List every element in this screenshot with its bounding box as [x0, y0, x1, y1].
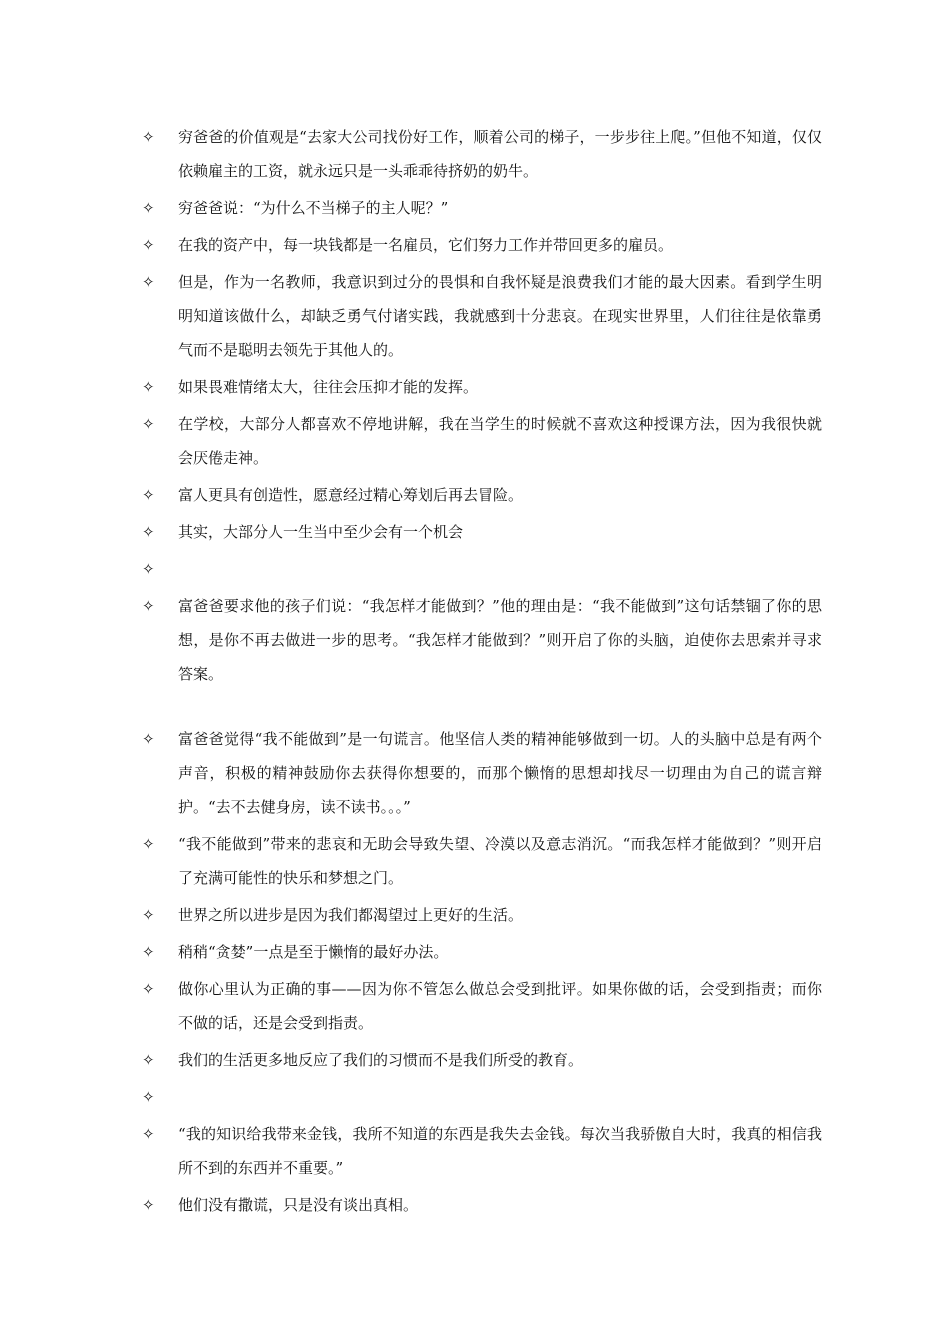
list-item	[142, 515, 822, 549]
list-item	[142, 265, 822, 367]
list-item-text	[178, 552, 822, 586]
list-item-text: 富人更具有创造性，愿意经过精心筹划后再去冒险。	[178, 486, 524, 504]
bullet-icon: ✧	[142, 1196, 155, 1214]
list-item	[142, 370, 822, 404]
list-item-text: 稍稍“贪婪”一点是至于懒惰的最好办法。	[178, 943, 449, 961]
list-item-text: 如果畏难情绪太大，往往会压抑才能的发挥。	[178, 378, 479, 396]
list-item	[142, 407, 822, 475]
list-item-text: 他们没有撒谎，只是没有谈出真相。	[178, 1196, 419, 1214]
bullet-icon: ✧	[142, 560, 155, 578]
list-item-empty	[142, 552, 822, 586]
list-item-text: 富爸爸要求他的孩子们说：“我怎样才能做到？”他的理由是：“我不能做到”这句话禁锢了你的思想，是你不再去做进一步的思考。“我怎样才能做到？”则开启了你的头脑，迫使你去思索并寻求答案。	[178, 597, 822, 683]
list-item-text: 做你心里认为正确的事——因为你不管怎么做总会受到批评。如果你做的话，会受到指责；而你不做的话，还是会受到指责。	[178, 980, 822, 1032]
list-item-text: 在学校，大部分人都喜欢不停地讲解，我在当学生的时候就不喜欢这种授课方法，因为我很快就会厌倦走神。	[178, 415, 822, 467]
bullet-icon: ✧	[142, 1051, 155, 1069]
list-item	[142, 228, 822, 262]
list-item-text: 世界之所以进步是因为我们都渴望过上更好的生活。	[178, 906, 524, 924]
list-item	[142, 935, 822, 969]
bullet-icon: ✧	[142, 415, 155, 433]
bullet-icon: ✧	[142, 523, 155, 541]
list-item-empty	[142, 1080, 822, 1114]
list-item	[142, 191, 822, 225]
list-item	[142, 1043, 822, 1077]
list-item-text: 穷爸爸说：“为什么不当梯子的主人呢？”	[178, 199, 449, 217]
list-item	[142, 589, 822, 691]
list-item	[142, 478, 822, 512]
bullet-icon: ✧	[142, 236, 155, 254]
bullet-icon: ✧	[142, 943, 155, 961]
list-item-text	[178, 1080, 822, 1114]
list-item	[142, 120, 822, 188]
list-item-text: “我不能做到”带来的悲哀和无助会导致失望、冷漠以及意志消沉。“而我怎样才能做到？”则开启了充满可能性的快乐和梦想之门。	[178, 835, 822, 887]
list-item	[142, 827, 822, 895]
quote-list	[142, 120, 822, 1225]
list-item	[142, 1117, 822, 1185]
list-item-text: 其实，大部分人一生当中至少会有一个机会	[178, 523, 464, 541]
list-item-text: 我们的生活更多地反应了我们的习惯而不是我们所受的教育。	[178, 1051, 584, 1069]
list-item-text: 在我的资产中，每一块钱都是一名雇员，它们努力工作并带回更多的雇员。	[178, 236, 674, 254]
list-item	[142, 898, 822, 932]
bullet-icon: ✧	[142, 835, 155, 853]
bullet-icon: ✧	[142, 1125, 155, 1143]
list-item-text: 但是，作为一名教师，我意识到过分的畏惧和自我怀疑是浪费我们才能的最大因素。看到学生明明知道该做什么，却缺乏勇气付诸实践，我就感到十分悲哀。在现实世界里，人们往往是依靠勇气而不是聪明去领先于其他人的。	[178, 273, 822, 359]
list-item	[142, 722, 822, 824]
list-item-text: “我的知识给我带来金钱，我所不知道的东西是我失去金钱。每次当我骄傲自大时，我真的相信我所不到的东西并不重要。”	[178, 1125, 822, 1177]
list-item	[142, 972, 822, 1040]
bullet-icon: ✧	[142, 273, 155, 291]
bullet-icon: ✧	[142, 1088, 155, 1106]
list-item	[142, 1188, 822, 1222]
list-item-text: 穷爸爸的价值观是“去家大公司找份好工作，顺着公司的梯子，一步步往上爬。”但他不知道，仅仅依赖雇主的工资，就永远只是一头乖乖待挤奶的奶牛。	[178, 128, 822, 180]
bullet-icon: ✧	[142, 906, 155, 924]
bullet-icon: ✧	[142, 980, 155, 998]
bullet-icon: ✧	[142, 730, 155, 748]
bullet-icon: ✧	[142, 597, 155, 615]
bullet-icon: ✧	[142, 199, 155, 217]
bullet-icon: ✧	[142, 128, 155, 146]
bullet-icon: ✧	[142, 378, 155, 396]
list-item-text: 富爸爸觉得“我不能做到”是一句谎言。他坚信人类的精神能够做到一切。人的头脑中总是有两个声音，积极的精神鼓励你去获得你想要的，而那个懒惰的思想却找尽一切理由为自己的谎言辩护。“去不去健身房，读不读书。。。”	[178, 730, 822, 816]
bullet-icon: ✧	[142, 486, 155, 504]
